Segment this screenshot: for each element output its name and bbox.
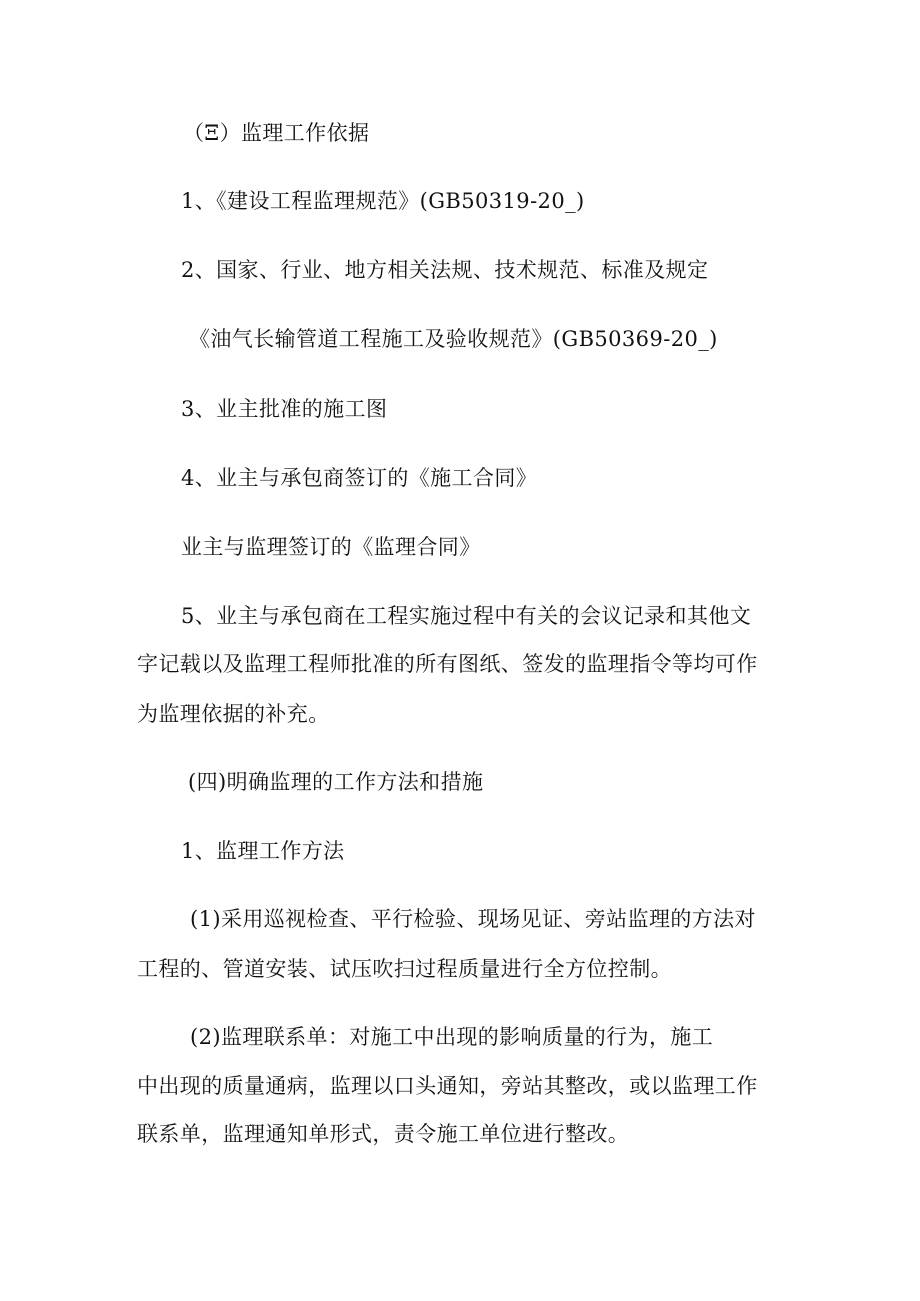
- method-para-1-line-2: 工程的、管道安装、试压吹扫过程质量进行全方位控制。: [137, 957, 672, 981]
- section-3-heading: （Ξ）监理工作依据: [183, 121, 370, 145]
- basis-item-1: 1、《建设工程监理规范》(GB50319-20_): [181, 189, 585, 213]
- basis-item-3: 3、业主批准的施工图: [181, 397, 388, 421]
- basis-item-5-line-1: 5、业主与承包商在工程实施过程中有关的会议记录和其他文: [181, 604, 752, 628]
- method-subheading: 1、监理工作方法: [181, 839, 345, 863]
- basis-item-5-line-2: 字记载以及监理工程师批准的所有图纸、签发的监理指令等均可作: [137, 652, 758, 676]
- method-para-2-line-2: 中出现的质量通病，监理以口头通知，旁站其整改，或以监理工作: [137, 1074, 758, 1098]
- basis-item-4-sub: 业主与监理签订的《监理合同》: [181, 535, 481, 559]
- basis-item-2: 2、国家、行业、地方相关法规、技术规范、标准及规定: [181, 258, 709, 282]
- basis-item-5-line-3: 为监理依据的补充。: [137, 702, 330, 726]
- section-4-heading: (四)明确监理的工作方法和措施: [188, 770, 484, 794]
- method-para-1-line-1: (1)采用巡视检查、平行检验、现场见证、旁站监理的方法对: [190, 907, 756, 931]
- method-para-2-line-1: (2)监理联系单：对施工中出现的影响质量的行为，施工: [190, 1025, 714, 1049]
- method-para-2-line-3: 联系单，监理通知单形式，责令施工单位进行整改。: [137, 1122, 630, 1146]
- basis-item-2-sub: 《油气长输管道工程施工及验收规范》(GB50369-20_): [189, 327, 718, 351]
- basis-item-4: 4、业主与承包商签订的《施工合同》: [181, 466, 538, 490]
